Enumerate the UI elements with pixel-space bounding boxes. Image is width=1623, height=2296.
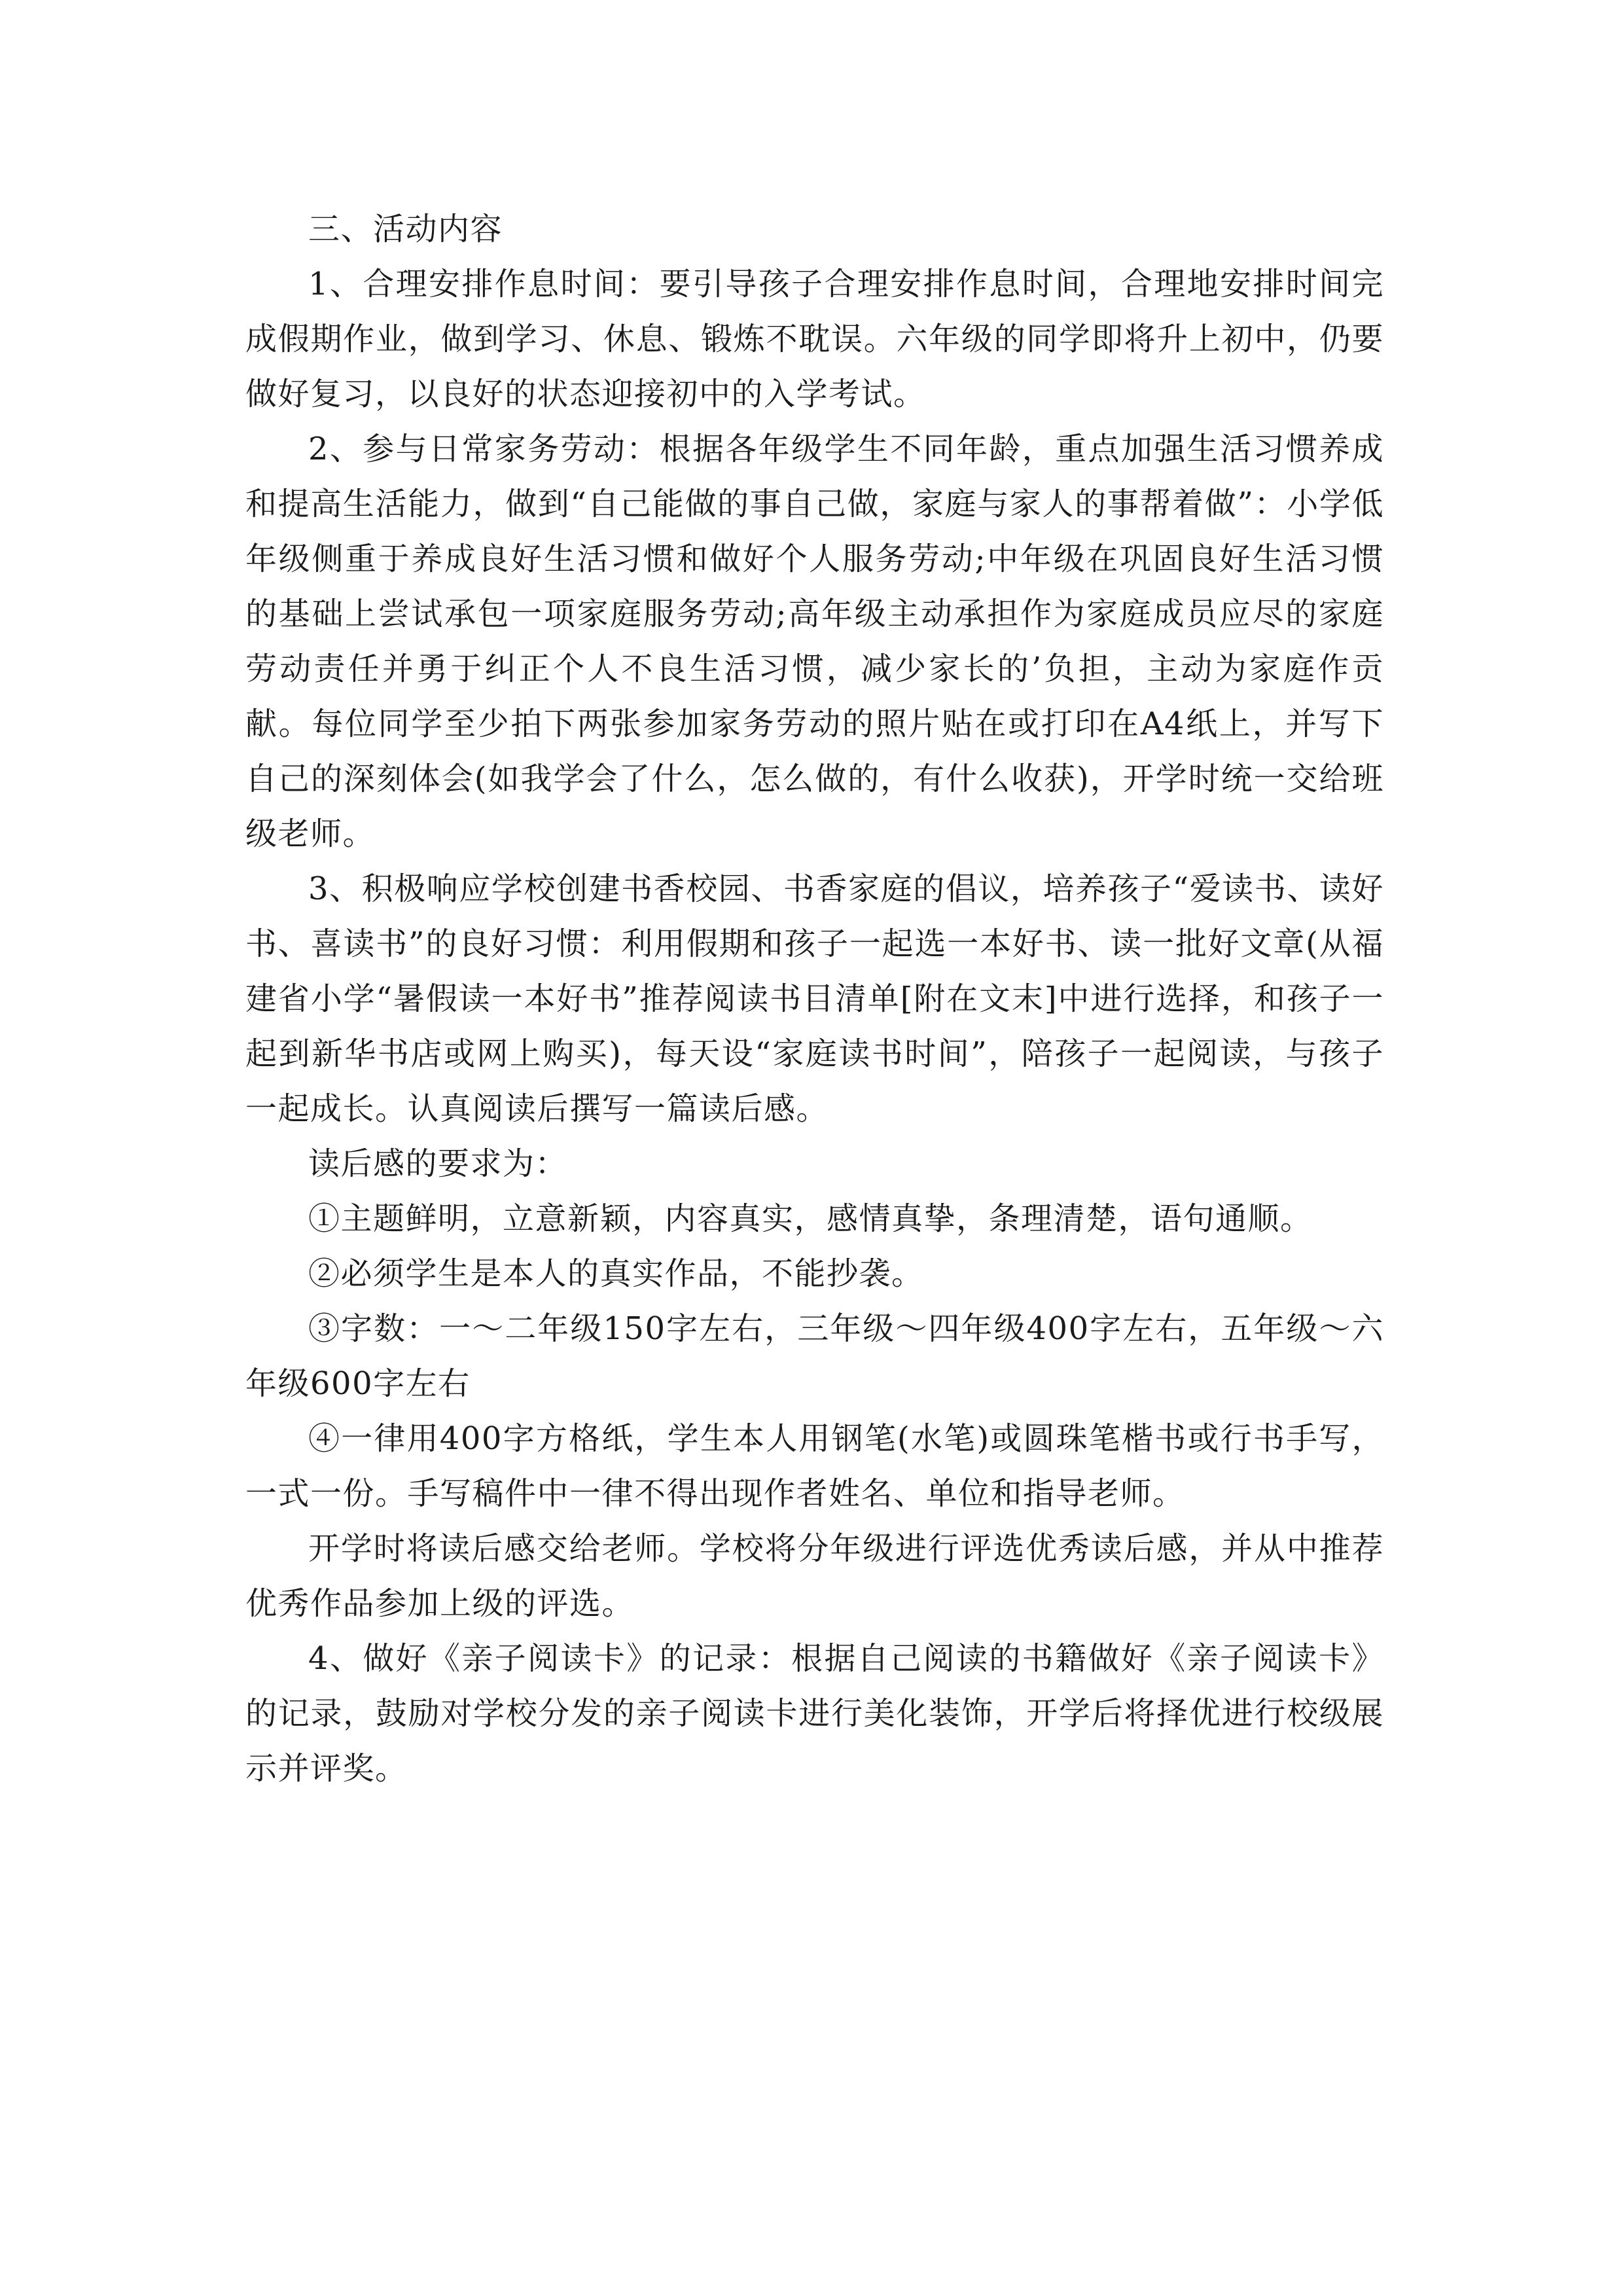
section-heading: 三、活动内容 bbox=[308, 211, 503, 247]
paragraph-housework: 2、参与日常家务劳动：根据各年级学生不同年龄，重点加强生活习惯养成和提高生活能力，做到“自己能做的事自己做，家庭与家人的事帮着做”：小学低年级侧重于养成良好生活习惯和做好个人服务劳动;中年级在巩固良好生活习惯的基础上尝试承包一项家庭服务劳动;高年级主动承担作为家庭成员应尽的家庭劳动责任并勇于纠正个人不良生活习惯，减少家长的’负担，主动为家庭作贡献。每位同学至少拍下两张参加家务劳动的照片贴在或打印在A4纸上，并写下自己的深刻体会(如我学会了什么，怎么做的，有什么收获)，开学时统一交给班级老师。 bbox=[245, 431, 1384, 852]
paragraph-reading-card: 4、做好《亲子阅读卡》的记录：根据自己阅读的书籍做好《亲子阅读卡》的记录，鼓励对学校分发的亲子阅读卡进行美化装饰，开学后将择优进行校级展示并评奖。 bbox=[245, 1640, 1384, 1787]
requirement-item-1: ①主题鲜明，立意新颖，内容真实，感情真挚，条理清楚，语句通顺。 bbox=[308, 1200, 1313, 1237]
paragraph-requirements-intro: 读后感的要求为： bbox=[308, 1145, 568, 1182]
requirement-item-2: ②必须学生是本人的真实作品，不能抄袭。 bbox=[308, 1255, 924, 1292]
requirement-item-4: ④一律用400字方格纸，学生本人用钢笔(水笔)或圆珠笔楷书或行书手写，一式一份。手写稿件中一律不得出现作者姓名、单位和指导老师。 bbox=[245, 1420, 1384, 1512]
paragraph-submission: 开学时将读后感交给老师。学校将分年级进行评选优秀读后感，并从中推荐优秀作品参加上级的评选。 bbox=[245, 1530, 1384, 1622]
requirement-item-3: ③字数：一～二年级150字左右，三年级～四年级400字左右，五年级～六年级600字左右 bbox=[245, 1310, 1384, 1402]
paragraph-reading: 3、积极响应学校创建书香校园、书香家庭的倡议，培养孩子“爱读书、读好书、喜读书”的良好习惯：利用假期和孩子一起选一本好书、读一批好文章(从福建省小学“暑假读一本好书”推荐阅读书目清单[附在文末]中进行选择，和孩子一起到新华书店或网上购买)，每天设“家庭读书时间”，陪孩子一起阅读，与孩子一起成长。认真阅读后撰写一篇读后感。 bbox=[245, 870, 1384, 1127]
document-body bbox=[245, 202, 1384, 1796]
paragraph-schedule: 1、合理安排作息时间：要引导孩子合理安排作息时间，合理地安排时间完成假期作业，做到学习、休息、锻炼不耽误。六年级的同学即将升上初中，仍要做好复习，以良好的状态迎接初中的入学考试。 bbox=[245, 266, 1384, 412]
